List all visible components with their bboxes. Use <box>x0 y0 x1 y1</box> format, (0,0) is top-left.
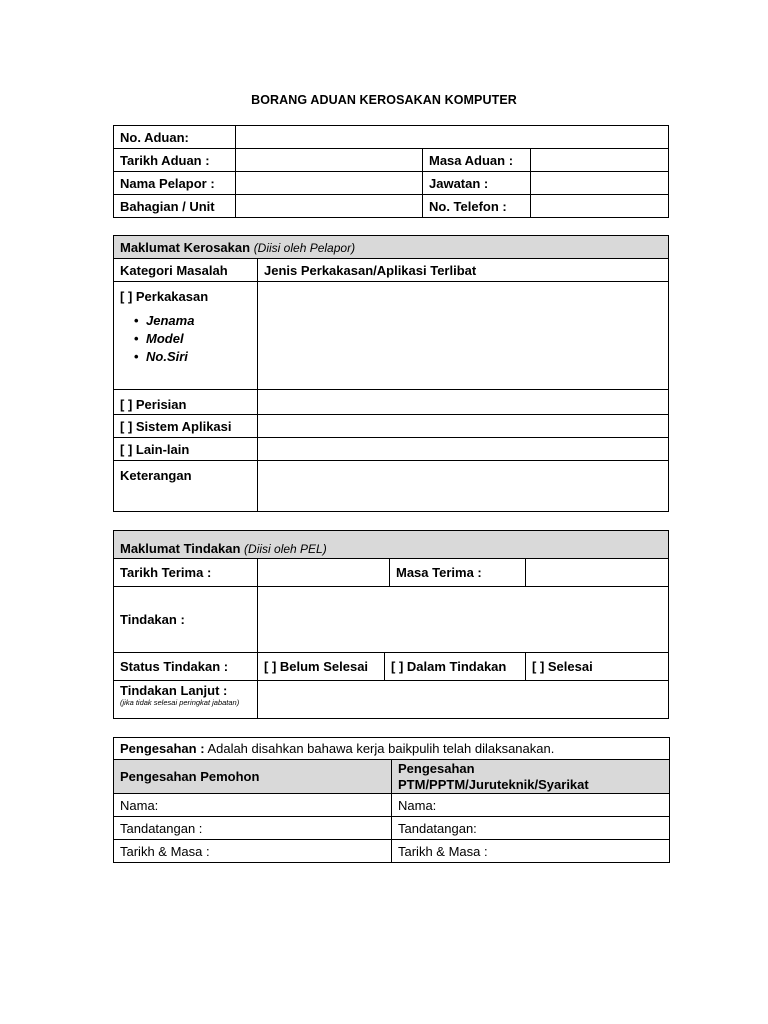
bullet-model: • Model <box>134 331 184 346</box>
masa-aduan-field[interactable] <box>531 149 669 172</box>
status-selesai-option[interactable]: [ ] Selesai <box>526 653 669 681</box>
header-table <box>113 125 669 218</box>
pemohon-nama-field[interactable]: Nama: <box>114 794 392 817</box>
pengesahan-pemohon-header: Pengesahan Pemohon <box>114 760 392 794</box>
bahagian-field[interactable] <box>236 195 423 218</box>
form-title: BORANG ADUAN KEROSAKAN KOMPUTER <box>251 93 517 107</box>
no-telefon-label: No. Telefon : <box>423 195 531 218</box>
bullet-jenama: • Jenama <box>134 313 195 328</box>
kerosakan-heading <box>114 236 669 259</box>
tarikh-terima-field[interactable] <box>258 559 390 587</box>
pemohon-tarikh-masa-field[interactable]: Tarikh & Masa : <box>114 840 392 863</box>
tarikh-aduan-label: Tarikh Aduan : <box>114 149 236 172</box>
nama-pelapor-field[interactable] <box>236 172 423 195</box>
perkakasan-bullet-list <box>120 312 257 366</box>
keterangan-label: Keterangan <box>114 461 258 512</box>
lain-lain-checkbox-label[interactable]: [ ] Lain-lain <box>114 438 258 461</box>
tindakan-lanjut-field[interactable] <box>258 681 669 719</box>
kerosakan-heading-text: Maklumat Kerosakan <box>120 239 251 255</box>
lain-lain-field[interactable] <box>258 438 669 461</box>
pengesahan-label: Pengesahan : <box>120 741 205 756</box>
tindakan-heading-note: (Diisi oleh PEL) <box>244 542 327 556</box>
tindakan-lanjut-cell <box>114 681 258 719</box>
perisian-field[interactable] <box>258 390 669 415</box>
keterangan-field[interactable] <box>258 461 669 512</box>
bullet-no-siri: • No.Siri <box>134 349 188 364</box>
masa-aduan-label: Masa Aduan : <box>423 149 531 172</box>
kategori-masalah-header: Kategori Masalah <box>114 259 258 282</box>
tindakan-lanjut-label: Tindakan Lanjut : <box>120 683 228 698</box>
no-aduan-field[interactable] <box>236 126 669 149</box>
bahagian-label: Bahagian / Unit <box>114 195 236 218</box>
pengesahan-text: Adalah disahkan bahawa kerja baikpulih telah dilaksanakan. <box>207 741 555 756</box>
tindakan-field[interactable] <box>258 587 669 653</box>
status-tindakan-label: Status Tindakan : <box>114 653 258 681</box>
pengesahan-ptm-line2: PTM/PPTM/Juruteknik/Syarikat <box>398 776 589 792</box>
pengesahan-statement <box>114 738 670 760</box>
jenis-perkakasan-header: Jenis Perkakasan/Aplikasi Terlibat <box>258 259 669 282</box>
sistem-aplikasi-checkbox-label[interactable]: [ ] Sistem Aplikasi <box>114 415 258 438</box>
jawatan-field[interactable] <box>531 172 669 195</box>
status-dalam-tindakan-option[interactable]: [ ] Dalam Tindakan <box>385 653 526 681</box>
pemohon-tandatangan-field[interactable]: Tandatangan : <box>114 817 392 840</box>
ptm-tandatangan-field[interactable]: Tandatangan: <box>392 817 670 840</box>
masa-terima-label: Masa Terima : <box>390 559 526 587</box>
no-telefon-field[interactable] <box>531 195 669 218</box>
pengesahan-ptm-header <box>392 760 670 794</box>
perkakasan-cell <box>114 282 258 390</box>
perkakasan-checkbox-label[interactable]: [ ] Perkakasan <box>120 289 209 304</box>
tindakan-table <box>113 530 669 719</box>
pengesahan-ptm-line1: Pengesahan <box>398 760 475 776</box>
perkakasan-field[interactable] <box>258 282 669 390</box>
ptm-nama-field[interactable]: Nama: <box>392 794 670 817</box>
tindakan-heading <box>114 531 669 559</box>
pengesahan-table <box>113 737 670 863</box>
tindakan-heading-text: Maklumat Tindakan <box>120 541 241 556</box>
perisian-checkbox-label[interactable]: [ ] Perisian <box>114 390 258 415</box>
ptm-tarikh-masa-field[interactable]: Tarikh & Masa : <box>392 840 670 863</box>
sistem-aplikasi-field[interactable] <box>258 415 669 438</box>
tarikh-aduan-field[interactable] <box>236 149 423 172</box>
masa-terima-field[interactable] <box>526 559 669 587</box>
jawatan-label: Jawatan : <box>423 172 531 195</box>
status-belum-selesai-option[interactable]: [ ] Belum Selesai <box>258 653 385 681</box>
kerosakan-heading-note: (Diisi oleh Pelapor) <box>253 240 356 255</box>
tarikh-terima-label: Tarikh Terima : <box>114 559 258 587</box>
kerosakan-table <box>113 235 669 512</box>
tindakan-lanjut-note: (jika tidak selesai peringkat jabatan) <box>120 698 240 707</box>
tindakan-label: Tindakan : <box>114 587 258 653</box>
no-aduan-label: No. Aduan: <box>114 126 236 149</box>
nama-pelapor-label: Nama Pelapor : <box>114 172 236 195</box>
